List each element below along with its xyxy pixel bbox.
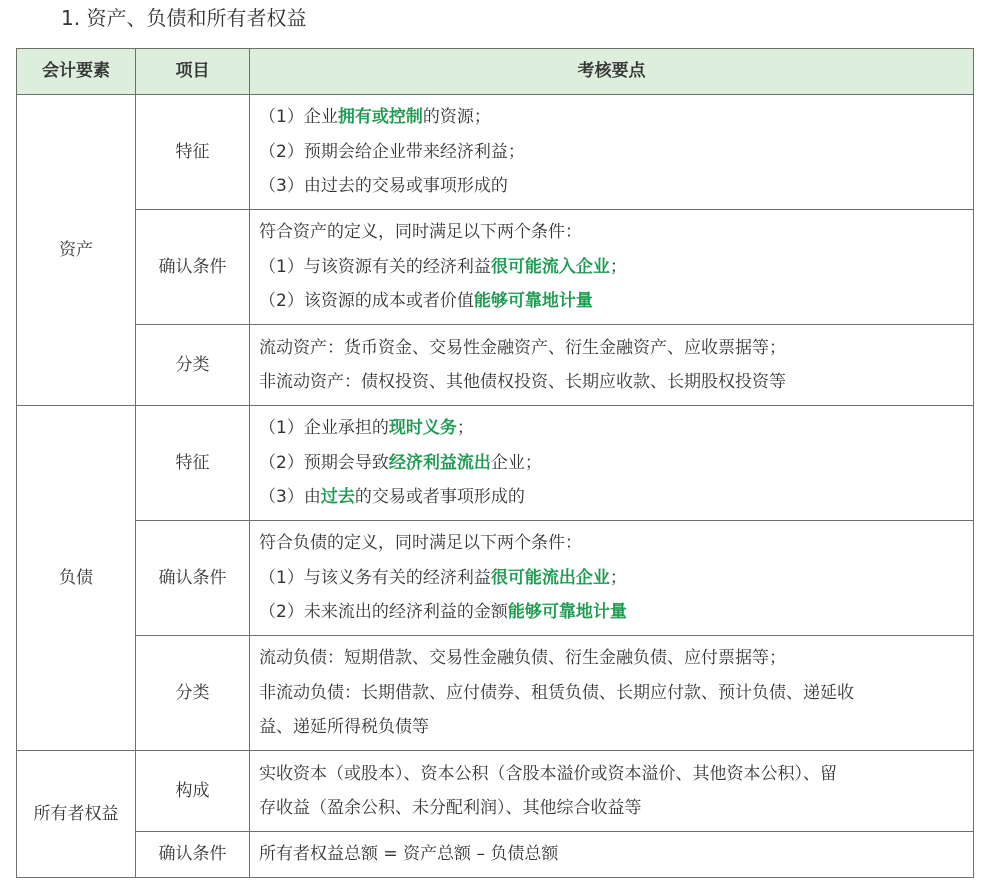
header-element: 会计要素 xyxy=(17,49,136,95)
highlight-text: 很可能流出企业 xyxy=(490,567,610,588)
highlight-text: 拥有或控制 xyxy=(337,107,423,128)
item-features: 特征 xyxy=(136,406,250,521)
table-row xyxy=(17,636,974,751)
element-equity: 所有者权益 xyxy=(17,751,136,878)
table-row xyxy=(17,406,974,521)
highlight-text: 能够可靠地计量 xyxy=(507,602,627,623)
points-equity-recognition: 所有者权益总额 = 资产总额 – 负债总额 xyxy=(250,832,974,878)
points-assets-recognition: 符合资产的定义，同时满足以下两个条件： （1）与该资源有关的经济利益很可能流入企业； （2）该资源的成本或者价值能够可靠地计量 xyxy=(250,210,974,325)
item-features: 特征 xyxy=(136,95,250,210)
item-composition: 构成 xyxy=(136,751,250,832)
highlight-text: 现时义务 xyxy=(388,418,457,439)
item-recognition: 确认条件 xyxy=(136,521,250,636)
table-row xyxy=(17,210,974,325)
item-classification: 分类 xyxy=(136,325,250,406)
table-row xyxy=(17,751,974,832)
header-key-points: 考核要点 xyxy=(250,49,974,95)
highlight-text: 过去 xyxy=(320,487,355,508)
table-row xyxy=(17,95,974,210)
highlight-text: 经济利益流出 xyxy=(388,452,491,473)
item-classification: 分类 xyxy=(136,636,250,751)
table-header-row xyxy=(17,49,974,95)
element-assets: 资产 xyxy=(17,95,136,406)
table-row xyxy=(17,325,974,406)
element-liabilities: 负债 xyxy=(17,406,136,751)
accounting-elements-table xyxy=(16,48,974,878)
points-assets-classification: 流动资产：货币资金、交易性金融资产、衍生金融资产、应收票据等； 非流动资产：债权投资、其他债权投资、长期应收款、长期股权投资等 xyxy=(250,325,974,406)
header-item: 项目 xyxy=(136,49,250,95)
item-recognition: 确认条件 xyxy=(136,832,250,878)
points-assets-features: （1）企业拥有或控制的资源； （2）预期会给企业带来经济利益； （3）由过去的交易或事项形成的 xyxy=(250,95,974,210)
table-row xyxy=(17,832,974,878)
points-liabilities-features: （1）企业承担的现时义务； （2）预期会导致经济利益流出企业； （3）由过去的交易或者事项形成的 xyxy=(250,406,974,521)
points-liabilities-classification: 流动负债：短期借款、交易性金融负债、衍生金融负债、应付票据等； 非流动负债：长期借款、应付债券、租赁负债、长期应付款、预计负债、递延收 益、递延所得税负债等 xyxy=(250,636,974,751)
points-equity-composition: 实收资本（或股本）、资本公积（含股本溢价或资本溢价、其他资本公积）、留 存收益（盈余公积、未分配利润）、其他综合收益等 xyxy=(250,751,974,832)
section-heading: 1. 资产、负债和所有者权益 xyxy=(61,6,307,30)
table-row xyxy=(17,521,974,636)
highlight-text: 很可能流入企业 xyxy=(490,256,610,277)
highlight-text: 能够可靠地计量 xyxy=(473,291,593,312)
item-recognition: 确认条件 xyxy=(136,210,250,325)
points-liabilities-recognition: 符合负债的定义，同时满足以下两个条件： （1）与该义务有关的经济利益很可能流出企业； （2）未来流出的经济利益的金额能够可靠地计量 xyxy=(250,521,974,636)
